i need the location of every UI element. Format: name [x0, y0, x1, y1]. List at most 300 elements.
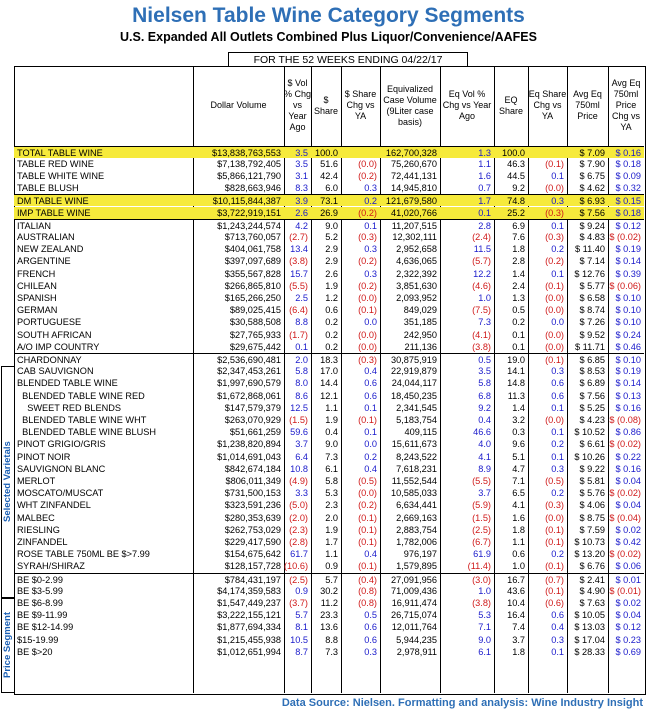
cell-value: 0.0: [551, 317, 564, 328]
cell-value: 162,700,328: [385, 147, 437, 158]
cell-value: $10,115,844,387: [212, 196, 281, 207]
cell-value: (0.3): [545, 207, 564, 218]
cell-value: $784,431,197: [224, 574, 281, 585]
cell-value: $ 0.18: [615, 158, 641, 169]
cell-value: (0.0): [545, 329, 564, 340]
cell-value: $1,014,691,043: [217, 451, 281, 462]
cell-value: $ (0.02): [609, 549, 641, 560]
cell-value: $ 0.46: [615, 341, 641, 352]
cell-value: $262,753,029: [224, 524, 281, 535]
cell-value: (1.5): [472, 512, 491, 523]
cell-value: $ 2.41: [579, 574, 605, 585]
cell-value: 9.0: [325, 220, 338, 231]
cell-value: 12.5: [290, 402, 308, 413]
cell-value: $ 0.12: [615, 622, 641, 633]
cell-value: $2,536,690,481: [217, 354, 281, 365]
cell-value: (6.4): [289, 305, 308, 316]
cell-value: 1.9: [325, 414, 338, 425]
column-header: Avg Eq 750ml Price Chg vs YA: [611, 78, 641, 132]
cell-value: (0.0): [545, 414, 564, 425]
cell-value: 242,950: [403, 329, 437, 340]
cell-value: 8.8: [295, 317, 308, 328]
column-header: $ Share Chg vs YA: [344, 89, 377, 121]
cell-value: 43.6: [507, 585, 525, 596]
table-row: [14, 243, 644, 255]
cell-value: 211,136: [404, 341, 437, 352]
cell-value: 2.0: [295, 354, 308, 365]
cell-value: 46.3: [507, 158, 525, 169]
cell-value: (0.3): [358, 231, 377, 242]
cell-value: 7.4: [512, 622, 525, 633]
table-row: [14, 426, 644, 438]
cell-value: 0.1: [364, 427, 377, 438]
cell-value: (0.1): [358, 414, 377, 425]
column-header: EQ Share: [498, 94, 524, 116]
cell-value: $ 0.10: [615, 305, 641, 316]
cell-value: 10.5: [290, 634, 308, 645]
cell-value: $ 0.06: [615, 561, 641, 572]
table-row: [14, 194, 644, 206]
cell-value: (0.5): [358, 475, 377, 486]
cell-value: (3.0): [472, 574, 491, 585]
cell-value: $ 10.26: [574, 451, 605, 462]
cell-value: (0.3): [358, 354, 377, 365]
row-label: ROSE TABLE 750ML BE $>7.99: [17, 549, 150, 560]
cell-value: $ 5.25: [579, 402, 605, 413]
cell-value: $ 11.40: [575, 244, 605, 255]
table-row: [14, 634, 644, 646]
table-row: [14, 353, 644, 365]
cell-value: $842,674,184: [224, 463, 281, 474]
cell-value: (3.8): [289, 256, 308, 267]
table-row: [14, 280, 644, 292]
cell-value: $280,353,639: [224, 512, 281, 523]
cell-value: 15,611,673: [391, 439, 437, 450]
cell-value: (0.0): [358, 329, 377, 340]
cell-value: 0.4: [478, 414, 491, 425]
cell-value: $355,567,828: [224, 268, 281, 279]
cell-value: $ (0.02): [609, 439, 641, 450]
table-row: [14, 585, 644, 597]
cell-value: 0.1: [364, 220, 377, 231]
cell-value: $1,215,455,938: [217, 634, 281, 645]
cell-value: 0.3: [551, 463, 564, 474]
cell-value: $731,500,153: [224, 488, 281, 499]
row-label: BLENDED TABLE WINE: [17, 378, 118, 389]
row-label: BE $0-2.99: [17, 574, 63, 585]
cell-value: 1.1: [325, 549, 338, 560]
cell-value: 51.6: [320, 158, 338, 169]
cell-value: (4.9): [289, 475, 308, 486]
cell-value: 24,044,117: [391, 378, 437, 389]
cell-value: 0.6: [512, 549, 525, 560]
cell-value: 849,029: [403, 305, 437, 316]
cell-value: 6.5: [512, 488, 525, 499]
cell-value: 0.2: [325, 341, 338, 352]
cell-value: 46.6: [473, 427, 491, 438]
cell-value: $ 5.76: [579, 488, 605, 499]
cell-value: $51,661,259: [229, 427, 281, 438]
cell-value: (0.1): [545, 561, 564, 572]
cell-value: 75,260,670: [391, 158, 437, 169]
cell-value: $ 0.39: [615, 268, 641, 279]
cell-value: $ 10.52: [574, 427, 605, 438]
row-label: SOUTH AFRICAN: [17, 329, 92, 340]
row-label: GERMAN: [17, 305, 58, 316]
cell-value: $ 0.22: [615, 451, 641, 462]
cell-value: 44.5: [507, 170, 525, 181]
cell-value: 2.0: [325, 512, 338, 523]
cell-value: 7.3: [478, 317, 491, 328]
cell-value: 0.6: [364, 390, 377, 401]
cell-value: 61.9: [473, 549, 491, 560]
cell-value: 2,883,754: [396, 524, 437, 535]
cell-value: $ 4.23: [579, 414, 605, 425]
cell-value: 11,552,544: [391, 475, 437, 486]
cell-value: 0.3: [551, 366, 564, 377]
row-label: PORTUGUESE: [17, 317, 82, 328]
cell-value: 12,011,764: [391, 622, 437, 633]
cell-value: 72,441,131: [391, 170, 437, 181]
cell-value: $ 7.56: [579, 207, 605, 218]
page-subtitle: U.S. Expanded All Outlets Combined Plus Liquor/Convenience/AAFES: [120, 30, 537, 44]
cell-value: (0.2): [358, 280, 377, 291]
table-row: [14, 231, 644, 243]
column-header: Equivalized Case Volume (9Liter case basis): [383, 83, 437, 127]
cell-value: $1,012,651,994: [217, 646, 281, 657]
cell-value: 5.8: [325, 475, 338, 486]
table-row: [14, 341, 644, 353]
cell-value: 18.3: [320, 354, 338, 365]
row-label: CHILEAN: [17, 280, 57, 291]
cell-value: 3.2: [512, 414, 525, 425]
cell-value: 5,944,235: [396, 634, 437, 645]
cell-value: 8.3: [295, 183, 308, 194]
cell-value: $ 0.10: [615, 354, 641, 365]
cell-value: (0.0): [545, 305, 564, 316]
cell-value: (0.1): [358, 305, 377, 316]
cell-value: $ 0.01: [615, 574, 641, 585]
cell-value: (0.2): [358, 170, 377, 181]
cell-value: $147,579,379: [224, 402, 281, 413]
table-row: [14, 560, 644, 572]
cell-value: $ 0.04: [615, 610, 641, 621]
cell-value: 1.1: [478, 158, 491, 169]
cell-value: $ (0.01): [609, 585, 641, 596]
cell-value: 1.3: [512, 292, 525, 303]
cell-value: $ 28.33: [574, 646, 605, 657]
table-row: [14, 390, 644, 402]
row-label: AUSTRALIAN: [17, 231, 75, 242]
cell-value: $128,157,728: [224, 561, 281, 572]
cell-value: 61.7: [290, 549, 308, 560]
cell-value: (0.0): [545, 341, 564, 352]
cell-value: $ (0.04): [609, 512, 641, 523]
row-label: FRENCH: [17, 268, 56, 279]
cell-value: $ 8.75: [579, 512, 605, 523]
row-label: BE $12-14.99: [17, 622, 74, 633]
cell-value: $ 9.22: [579, 463, 605, 474]
cell-value: $ 6.89: [579, 378, 605, 389]
cell-value: $397,097,689: [224, 256, 281, 267]
table-row: [14, 207, 644, 219]
cell-value: 0.6: [364, 622, 377, 633]
cell-value: 7.3: [325, 646, 338, 657]
cell-value: 2.8: [512, 256, 525, 267]
cell-value: (0.2): [358, 500, 377, 511]
row-label: MALBEC: [17, 512, 55, 523]
cell-value: $ 8.53: [579, 366, 605, 377]
cell-value: 2.4: [512, 280, 525, 291]
cell-value: 9.0: [325, 439, 338, 450]
row-label: IMP TABLE WINE: [17, 207, 91, 218]
cell-value: 14.4: [320, 378, 338, 389]
table-row: [14, 219, 644, 231]
cell-value: $ (0.02): [609, 231, 641, 242]
row-label: SPANISH: [17, 292, 57, 303]
row-label: CAB SAUVIGNON: [17, 366, 94, 377]
cell-value: $ 0.23: [615, 634, 641, 645]
cell-value: (0.1): [545, 280, 564, 291]
cell-value: 1.6: [512, 512, 525, 523]
cell-value: (3.8): [472, 597, 491, 608]
cell-value: 0.2: [364, 196, 377, 207]
cell-value: 1.1: [512, 536, 525, 547]
cell-value: $ 0.32: [615, 183, 641, 194]
table-row: [14, 646, 644, 658]
cell-value: 3.5: [295, 147, 308, 158]
table-row: [14, 365, 644, 377]
cell-value: 42.4: [320, 170, 338, 181]
cell-value: 0.4: [364, 366, 377, 377]
cell-value: 2.8: [478, 220, 491, 231]
cell-value: 14.1: [507, 366, 525, 377]
cell-value: (0.1): [358, 561, 377, 572]
cell-value: 26,715,074: [391, 610, 437, 621]
cell-value: 11.2: [320, 597, 338, 608]
cell-value: 3.5: [295, 158, 308, 169]
cell-value: (0.2): [358, 207, 377, 218]
cell-value: 0.4: [325, 427, 338, 438]
cell-value: 3.9: [295, 196, 308, 207]
cell-value: 0.7: [478, 183, 491, 194]
cell-value: 0.5: [478, 354, 491, 365]
cell-value: 22,919,879: [391, 366, 437, 377]
cell-value: 13.6: [320, 622, 338, 633]
cell-value: (0.0): [545, 512, 564, 523]
cell-value: $ 6.76: [579, 561, 605, 572]
cell-value: 9.0: [478, 634, 491, 645]
cell-value: (0.8): [358, 597, 377, 608]
cell-value: 23.3: [320, 610, 338, 621]
row-label: SWEET RED BLENDS: [17, 402, 121, 413]
cell-value: 8.0: [295, 378, 308, 389]
cell-value: $ 0.16: [615, 147, 641, 158]
cell-value: $5,866,121,790: [217, 170, 281, 181]
cell-value: $ 0.14: [615, 256, 641, 267]
cell-value: 0.6: [364, 378, 377, 389]
cell-value: (5.5): [472, 475, 491, 486]
table-row: [14, 524, 644, 536]
cell-value: (1.5): [289, 414, 308, 425]
cell-value: 12.1: [320, 390, 338, 401]
column-header: Dollar Volume: [210, 100, 267, 110]
row-label: SYRAH/SHIRAZ: [17, 561, 85, 572]
cell-value: 3.7: [295, 439, 308, 450]
table-row: [14, 292, 644, 304]
row-label: MERLOT: [17, 475, 56, 486]
cell-value: $ 7.14: [579, 256, 605, 267]
cell-value: 0.1: [551, 170, 564, 181]
cell-value: 8.1: [295, 622, 308, 633]
cell-value: 0.4: [364, 549, 377, 560]
cell-value: 0.5: [364, 610, 377, 621]
cell-value: 1.7: [478, 196, 491, 207]
cell-value: $ 7.63: [579, 597, 605, 608]
cell-value: 2.5: [295, 292, 308, 303]
cell-value: 13.4: [290, 244, 308, 255]
cell-value: $ 6.61: [579, 439, 605, 450]
cell-value: $ 12.76: [574, 268, 605, 279]
cell-value: $ 9.24: [579, 220, 605, 231]
cell-value: 2.9: [325, 244, 338, 255]
cell-value: 4.1: [512, 500, 525, 511]
cell-value: 1.8: [512, 244, 525, 255]
cell-value: $ 0.14: [615, 378, 641, 389]
cell-value: $ (0.02): [609, 488, 641, 499]
cell-value: $ 13.03: [574, 622, 605, 633]
row-label: BE $9-11.99: [17, 610, 68, 621]
cell-value: (6.7): [472, 536, 491, 547]
row-label: BE $3-5.99: [17, 585, 63, 596]
table-row: [14, 499, 644, 511]
table-row: [14, 329, 644, 341]
cell-value: (0.0): [545, 292, 564, 303]
row-label: ZINFANDEL: [17, 536, 68, 547]
cell-value: 7.3: [325, 451, 338, 462]
cell-value: $229,417,590: [224, 536, 281, 547]
cell-value: (0.2): [358, 256, 377, 267]
cell-value: 1.7: [325, 536, 338, 547]
cell-value: 5.7: [295, 610, 308, 621]
cell-value: 1,782,006: [396, 536, 437, 547]
cell-value: 0.1: [551, 646, 564, 657]
cell-value: 16,911,474: [391, 597, 437, 608]
cell-value: 0.6: [551, 610, 564, 621]
cell-value: $ 6.85: [579, 354, 605, 365]
cell-value: $1,997,690,579: [217, 378, 281, 389]
cell-value: $ 9.52: [579, 329, 605, 340]
cell-value: 409,115: [404, 427, 437, 438]
cell-value: $ 10.05: [574, 610, 605, 621]
cell-value: 0.5: [512, 305, 525, 316]
row-label: ARGENTINE: [17, 256, 71, 267]
cell-value: $ 8.74: [579, 305, 605, 316]
cell-value: 976,197: [403, 549, 437, 560]
cell-value: 3.3: [295, 488, 308, 499]
price-side-label: Price Segment: [2, 612, 13, 679]
cell-value: 2,952,658: [396, 244, 437, 255]
cell-value: $3,722,919,151: [217, 207, 281, 218]
cell-value: 19.0: [507, 354, 525, 365]
cell-value: 1.1: [325, 402, 338, 413]
cell-value: 30,875,919: [391, 354, 437, 365]
cell-value: 41,020,766: [391, 207, 437, 218]
cell-value: (0.8): [358, 585, 377, 596]
cell-value: (0.1): [545, 524, 564, 535]
cell-value: 121,679,580: [385, 196, 437, 207]
cell-value: 59.6: [290, 427, 308, 438]
row-label: $15-19.99: [17, 634, 59, 645]
cell-value: 1.0: [478, 585, 491, 596]
cell-value: 2.9: [325, 256, 338, 267]
cell-value: 14.8: [507, 378, 525, 389]
cell-value: 11,207,515: [391, 220, 437, 231]
cell-value: 100.0: [502, 147, 525, 158]
cell-value: 8.9: [478, 463, 491, 474]
cell-value: (0.5): [545, 475, 564, 486]
cell-value: $ 0.15: [615, 196, 641, 207]
cell-value: 4.0: [478, 439, 491, 450]
cell-value: 5.3: [478, 610, 491, 621]
cell-value: 0.6: [325, 305, 338, 316]
cell-value: 3.5: [478, 366, 491, 377]
table-row: [14, 146, 644, 158]
cell-value: 5.8: [295, 366, 308, 377]
cell-value: $154,675,642: [224, 549, 281, 560]
cell-value: (2.4): [472, 231, 491, 242]
cell-value: 9.6: [512, 439, 525, 450]
cell-value: (1.7): [289, 329, 308, 340]
cell-value: (0.7): [545, 574, 564, 585]
cell-value: 3.1: [295, 170, 308, 181]
table-row: [14, 304, 644, 316]
cell-value: $ (0.08): [609, 414, 641, 425]
row-label: PINOT NOIR: [17, 451, 71, 462]
cell-value: 0.6: [551, 378, 564, 389]
table-row: [14, 512, 644, 524]
cell-value: 0.2: [325, 329, 338, 340]
row-label: MOSCATO/MUSCAT: [17, 488, 104, 499]
cell-value: 1.8: [512, 646, 525, 657]
cell-value: 12.2: [473, 268, 491, 279]
cell-value: $ 0.19: [615, 366, 641, 377]
cell-value: 3.7: [512, 634, 525, 645]
cell-value: (0.0): [358, 292, 377, 303]
cell-value: $ 7.26: [579, 317, 605, 328]
row-label: NEW ZEALAND: [17, 244, 84, 255]
cell-value: $ 4.62: [579, 183, 605, 194]
cell-value: 74.8: [507, 196, 525, 207]
cell-value: $ 0.13: [615, 390, 641, 401]
cell-value: 0.1: [551, 268, 564, 279]
cell-value: $ 5.81: [579, 475, 605, 486]
cell-value: 12,302,111: [392, 231, 437, 242]
table-row: [14, 548, 644, 560]
cell-value: 9.2: [512, 183, 525, 194]
cell-value: 0.1: [364, 402, 377, 413]
cell-value: $30,588,508: [229, 317, 281, 328]
cell-value: 1.8: [512, 524, 525, 535]
table-row: [14, 182, 644, 194]
cell-value: (0.4): [358, 574, 377, 585]
cell-value: 0.1: [295, 341, 308, 352]
cell-value: 5,183,754: [396, 414, 437, 425]
cell-value: 71,009,436: [391, 585, 437, 596]
cell-value: $165,266,250: [224, 292, 281, 303]
cell-value: $1,877,694,334: [217, 622, 281, 633]
cell-value: 7.1: [478, 622, 491, 633]
